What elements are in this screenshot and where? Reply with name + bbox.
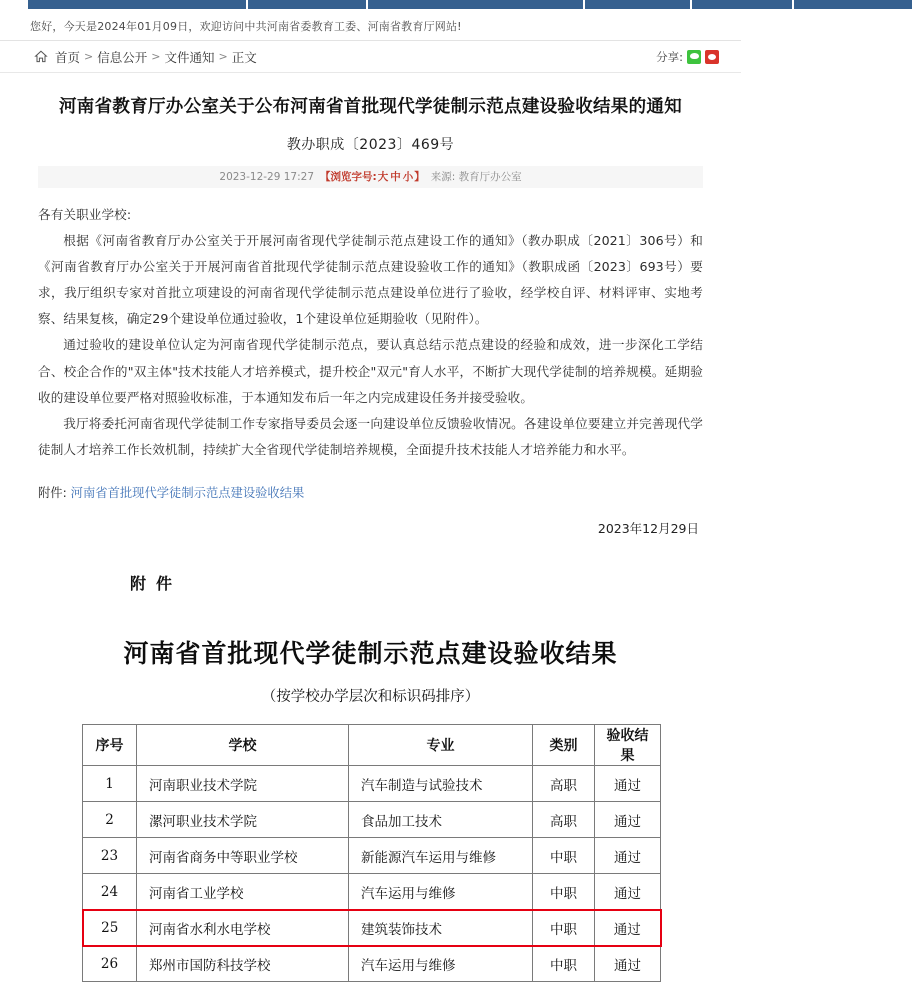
- font-size-prefix: 【浏览字号:: [320, 171, 377, 183]
- font-size-small-button[interactable]: 小: [402, 171, 414, 183]
- cell-num: 25: [83, 910, 137, 946]
- cell-type: 中职: [533, 874, 595, 910]
- column-header-result: 验收结果: [595, 725, 661, 766]
- publish-date: 2023-12-29 17:27: [219, 170, 315, 183]
- font-size-large-button[interactable]: 大: [377, 171, 389, 183]
- top-navigation-items: [28, 0, 739, 9]
- table-row: [83, 838, 661, 874]
- breadcrumb-item-current: 正文: [231, 49, 257, 65]
- cell-type: 中职: [533, 946, 595, 982]
- cell-type: 中职: [533, 838, 595, 874]
- article-paragraph-1: 根据《河南省教育厅办公室关于开展河南省现代学徒制示范点建设工作的通知》（教办职成〔2021〕306号）和《河南省教育厅办公室关于开展河南省首批现代学徒制示范点建设验收工作的通知》（教职成函〔2023〕693号）要求，我厅组织专家对首批立项建设的河南省现代学徒制示范点建设单位进行了验收，经学校自评、材料评审、实地考察、结果复核，确定29个建设单位通过验收，1个建设单位延期验收（见附件）。: [38, 232, 703, 327]
- article-container: [0, 95, 741, 982]
- results-table-body: [83, 766, 661, 982]
- cell-school: 河南省水利水电学校: [137, 910, 349, 946]
- home-icon: [34, 50, 48, 63]
- attachment-line: [38, 483, 703, 501]
- article-source: 来源: 教育厅办公室: [430, 171, 522, 183]
- topnav-segment-5[interactable]: [692, 0, 792, 9]
- topnav-segment-4[interactable]: [585, 0, 690, 9]
- share-group: [656, 49, 719, 65]
- font-size-medium-button[interactable]: 中: [390, 171, 401, 183]
- article-paragraph-2: 通过验收的建设单位认定为河南省现代学徒制示范点，要认真总结示范点建设的经验和成效，进一步深化工学结合、校企合作的"双主体"技术技能人才培养模式，提升校企"双元"育人水平，不断扩大现代学徒制的培养规模。延期验收的建设单位要严格对照验收标准，于本通知发布后一年之内完成建设任务并接受验收。: [38, 337, 703, 405]
- cell-school: 河南省工业学校: [137, 874, 349, 910]
- font-size-control: [320, 169, 425, 184]
- topnav-segment-2[interactable]: [248, 0, 366, 9]
- cell-num: 1: [83, 766, 137, 802]
- article-meta-bar: [38, 166, 703, 188]
- attachment-label: 附件:: [38, 486, 67, 501]
- welcome-bar: [0, 11, 741, 41]
- wechat-share-icon[interactable]: [687, 50, 701, 64]
- cell-school: 河南职业技术学院: [137, 766, 349, 802]
- cell-major: 新能源汽车运用与维修: [349, 838, 533, 874]
- table-row: [83, 910, 661, 946]
- breadcrumb-separator-1: >: [84, 50, 94, 63]
- column-header-school: 学校: [137, 725, 349, 766]
- table-header-row: [83, 725, 661, 766]
- top-navigation-bar: [0, 0, 741, 11]
- column-header-major: 专业: [349, 725, 533, 766]
- cell-result: 通过: [595, 838, 661, 874]
- cell-type: 高职: [533, 802, 595, 838]
- breadcrumb-bar: [0, 41, 741, 73]
- cell-major: 汽车运用与维修: [349, 946, 533, 982]
- cell-num: 26: [83, 946, 137, 982]
- table-row: [83, 766, 661, 802]
- results-table-head: [83, 725, 661, 766]
- results-table-wrapper: [82, 724, 660, 982]
- table-row: [83, 874, 661, 910]
- column-header-type: 类别: [533, 725, 595, 766]
- cell-major: 建筑装饰技术: [349, 910, 533, 946]
- breadcrumb-separator-3: >: [218, 50, 228, 63]
- cell-result: 通过: [595, 802, 661, 838]
- table-row: [83, 802, 661, 838]
- share-label: 分享:: [656, 49, 683, 64]
- results-table: [82, 724, 662, 982]
- cell-result: 通过: [595, 874, 661, 910]
- table-row: [83, 946, 661, 982]
- welcome-text: 您好，今天是2024年01月09日，欢迎访问中共河南省委教育工委、河南省教育厅网站!: [30, 19, 462, 33]
- attachment-download-link[interactable]: 河南省首批现代学徒制示范点建设验收结果: [70, 486, 305, 501]
- page-title: 河南省教育厅办公室关于公布河南省首批现代学徒制示范点建设验收结果的通知: [59, 97, 682, 117]
- cell-major: 食品加工技术: [349, 802, 533, 838]
- cell-major: 汽车运用与维修: [349, 874, 533, 910]
- font-size-suffix: 】: [414, 171, 425, 183]
- attachment-subtitle: （按学校办学层次和标识码排序）: [261, 689, 480, 706]
- attachment-section: [38, 571, 703, 982]
- topnav-segment-6[interactable]: [794, 0, 912, 9]
- cell-result: 通过: [595, 946, 661, 982]
- attachment-heading: 附件: [130, 574, 183, 594]
- cell-num: 2: [83, 802, 137, 838]
- cell-type: 高职: [533, 766, 595, 802]
- cell-school: 河南省商务中等职业学校: [137, 838, 349, 874]
- cell-result: 通过: [595, 910, 661, 946]
- breadcrumb-separator-2: >: [151, 50, 161, 63]
- cell-school: 郑州市国防科技学校: [137, 946, 349, 982]
- article-paragraph-3: 我厅将委托河南省现代学徒制工作专家指导委员会逐一向建设单位反馈验收情况。各建设单位要建立并完善现代学徒制人才培养工作长效机制，持续扩大全省现代学徒制培养规模，全面提升技术技能人才培养能力和水平。: [38, 416, 703, 458]
- cell-major: 汽车制造与试验技术: [349, 766, 533, 802]
- article-body: [38, 202, 703, 464]
- breadcrumb-item-document-notice[interactable]: 文件通知: [164, 49, 215, 65]
- weibo-share-icon[interactable]: [705, 50, 719, 64]
- topnav-segment-1[interactable]: [28, 0, 246, 9]
- cell-num: 24: [83, 874, 137, 910]
- cell-school: 漯河职业技术学院: [137, 802, 349, 838]
- breadcrumb: [34, 48, 257, 66]
- signature-date: 2023年12月29日: [597, 521, 699, 537]
- topnav-segment-3[interactable]: [368, 0, 583, 9]
- article-paragraph-salutation: 各有关职业学校:: [38, 206, 132, 222]
- breadcrumb-item-info-disclosure[interactable]: 信息公开: [97, 49, 148, 65]
- column-header-num: 序号: [83, 725, 137, 766]
- cell-num: 23: [83, 838, 137, 874]
- cell-result: 通过: [595, 766, 661, 802]
- breadcrumb-item-home[interactable]: 首页: [55, 49, 81, 65]
- attachment-title: 河南省首批现代学徒制示范点建设验收结果: [123, 639, 618, 669]
- document-number: 教办职成〔2023〕469号: [286, 136, 455, 153]
- cell-type: 中职: [533, 910, 595, 946]
